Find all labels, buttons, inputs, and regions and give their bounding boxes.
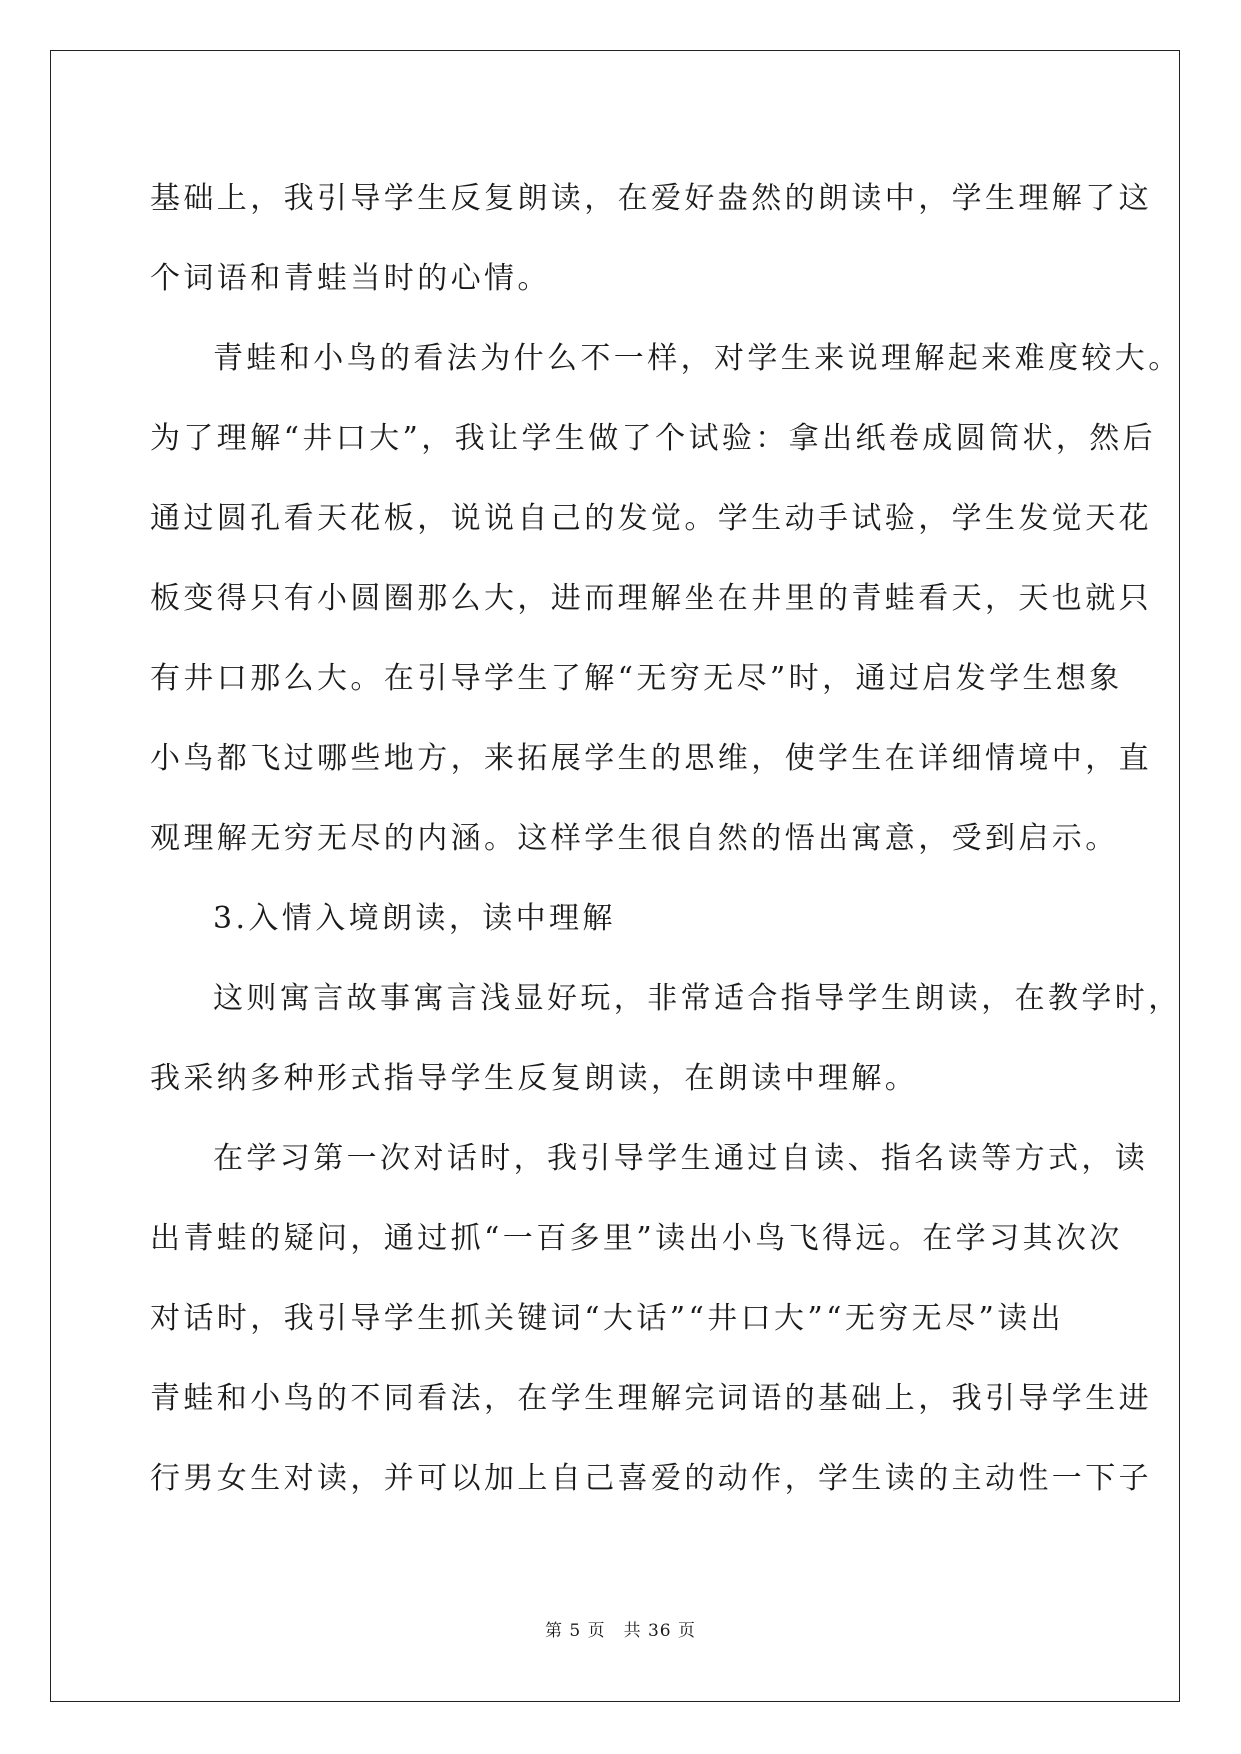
text-line: 通过圆孔看天花板，说说自己的发觉。学生动手试验，学生发觉天花 (150, 501, 1152, 536)
text-line: 小鸟都飞过哪些地方，来拓展学生的思维，使学生在详细情境中，直 (150, 741, 1152, 776)
text-line: 板变得只有小圆圈那么大，进而理解坐在井里的青蛙看天，天也就只 (150, 581, 1152, 616)
text-line: 青蛙和小鸟的看法为什么不一样，对学生来说理解起来难度较大。 (213, 341, 1182, 376)
text-line: 出青蛙的疑问，通过抓“一百多里”读出小鸟飞得远。在学习其次次 (150, 1221, 1123, 1256)
text-line: 在学习第一次对话时，我引导学生通过自读、指名读等方式，读 (213, 1141, 1149, 1176)
document-body (150, 159, 1182, 1519)
text-line: 个词语和青蛙当时的心情。 (150, 261, 551, 296)
text-line: 为了理解“井口大”，我让学生做了个试验：拿出纸卷成圆筒状，然后 (150, 421, 1157, 456)
text-line: 观理解无穷无尽的内涵。这样学生很自然的悟出寓意，受到启示。 (150, 821, 1119, 856)
text-line: 基础上，我引导学生反复朗读，在爱好盎然的朗读中，学生理解了这 (150, 181, 1152, 216)
text-line: 有井口那么大。在引导学生了解“无穷无尽”时，通过启发学生想象 (150, 661, 1123, 696)
text-line: 这则寓言故事寓言浅显好玩，非常适合指导学生朗读，在教学时， (213, 981, 1182, 1016)
text-line: 青蛙和小鸟的不同看法，在学生理解完词语的基础上，我引导学生进 (150, 1381, 1152, 1416)
text-line: 3.入情入境朗读，读中理解 (213, 901, 616, 936)
text-line: 我采纳多种形式指导学生反复朗读，在朗读中理解。 (150, 1061, 919, 1096)
page-footer: 第 5 页 共 36 页 (544, 1621, 697, 1641)
text-line: 行男女生对读，并可以加上自己喜爱的动作，学生读的主动性一下子 (150, 1461, 1152, 1496)
text-line: 对话时，我引导学生抓关键词“大话”“井口大”“无穷无尽”读出 (150, 1301, 1065, 1336)
